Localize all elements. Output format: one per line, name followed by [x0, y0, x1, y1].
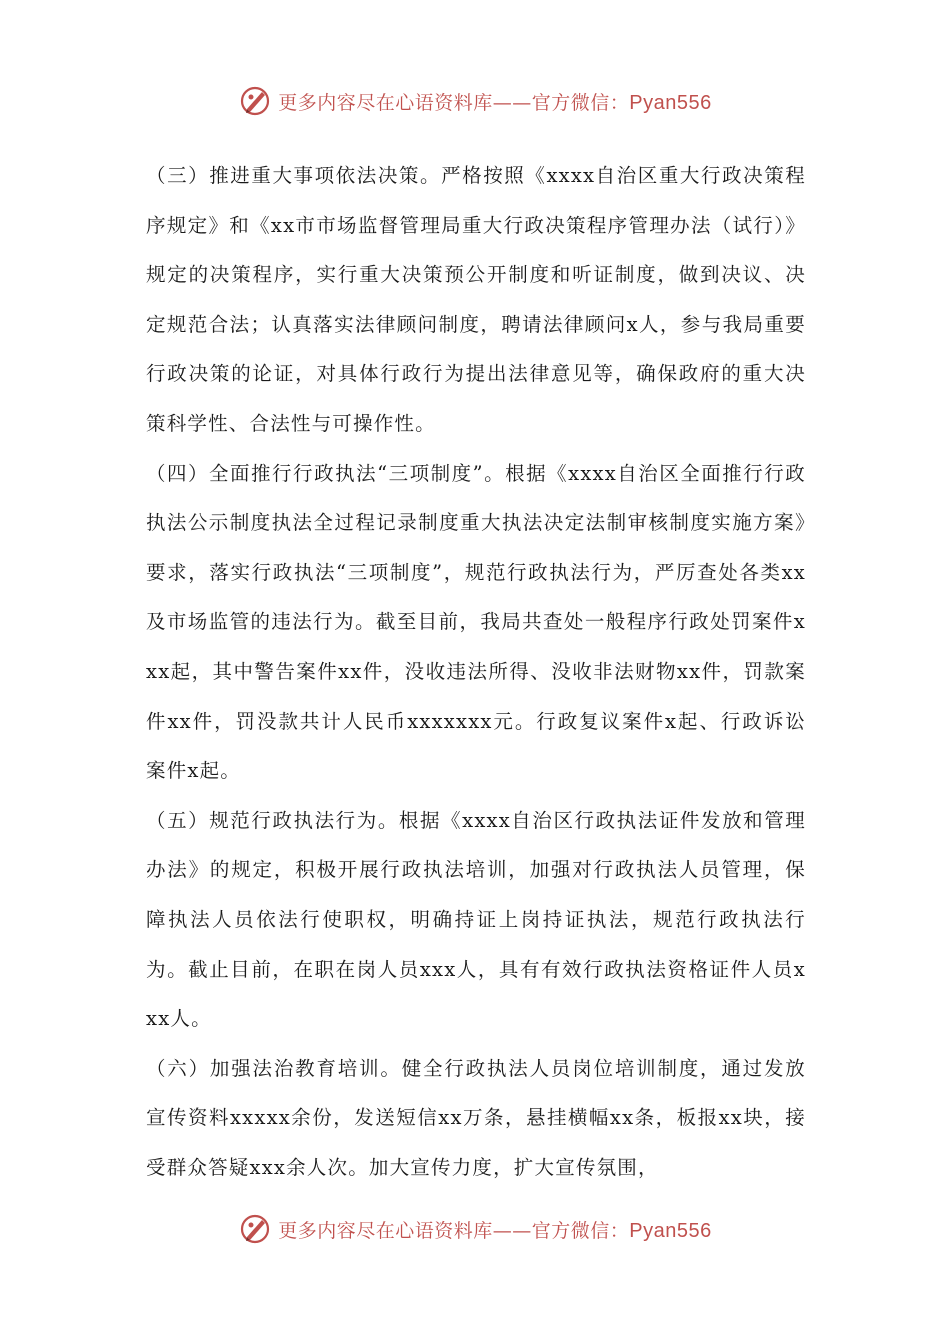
watermark-text: [278, 1216, 712, 1243]
watermark-wechat-label: 官方微信：: [531, 91, 630, 114]
footer-watermark: [0, 1212, 950, 1246]
watermark-dash: ——: [492, 91, 532, 114]
paragraph-legal-education: （六）加强法治教育培训。健全行政执法人员岗位培训制度，通过发放宣传资料xxxxx余份，发送短信xx万条，悬挂横幅xx条，板报xx块，接受群众答疑xxx余人次。加大宣传力度，扩大宣传氛围，: [146, 1056, 806, 1179]
header-watermark: [0, 84, 950, 118]
watermark-text: [278, 88, 712, 115]
watermark-dash: ——: [492, 1219, 532, 1242]
pen-logo-icon: [238, 84, 272, 118]
watermark-wechat-id: Pyan556: [629, 91, 712, 114]
paragraph-decision-making: （三）推进重大事项依法决策。严格按照《xxxx自治区重大行政决策程序规定》和《xx市市场监督管理局重大行政决策程序管理办法（试行）》规定的决策程序，实行重大决策预公开制度和听证制度，做到决议、决定规范合法；认真落实法律顾问制度，聘请法律顾问x人，参与我局重要行政决策的论证，对具体行政行为提出法律意见等，确保政府的重大决策科学性、合法性与可操作性。: [146, 164, 806, 435]
document-body: [146, 151, 806, 1192]
watermark-site: 更多内容尽在心语资料库: [278, 91, 493, 114]
watermark-site: 更多内容尽在心语资料库: [278, 1219, 493, 1242]
paragraph-enforcement-conduct: （五）规范行政执法行为。根据《xxxx自治区行政执法证件发放和管理办法》的规定，积极开展行政执法培训，加强对行政执法人员管理，保障执法人员依法行使职权，明确持证上岗持证执法，规范行政执法行为。截止目前，在职在岗人员xxx人，具有有效行政执法资格证件人员xxx人。: [146, 808, 806, 1031]
watermark-wechat-label: 官方微信：: [531, 1219, 630, 1242]
pen-logo-icon: [238, 1212, 272, 1246]
paragraph-three-systems: （四）全面推行行政执法“三项制度”。根据《xxxx自治区全面推行行政执法公示制度执法全过程记录制度重大执法决定法制审核制度实施方案》要求，落实行政执法“三项制度”，规范行政执法行为，严厉查处各类xx及市场监管的违法行为。截至目前，我局共查处一般程序行政处罚案件xxx起，其中警告案件xx件，没收违法所得、没收非法财物xx件，罚款案件xx件，罚没款共计人民币xxxxxxx元。行政复议案件x起、行政诉讼案件x起。: [146, 461, 806, 783]
watermark-wechat-id: Pyan556: [629, 1219, 712, 1242]
